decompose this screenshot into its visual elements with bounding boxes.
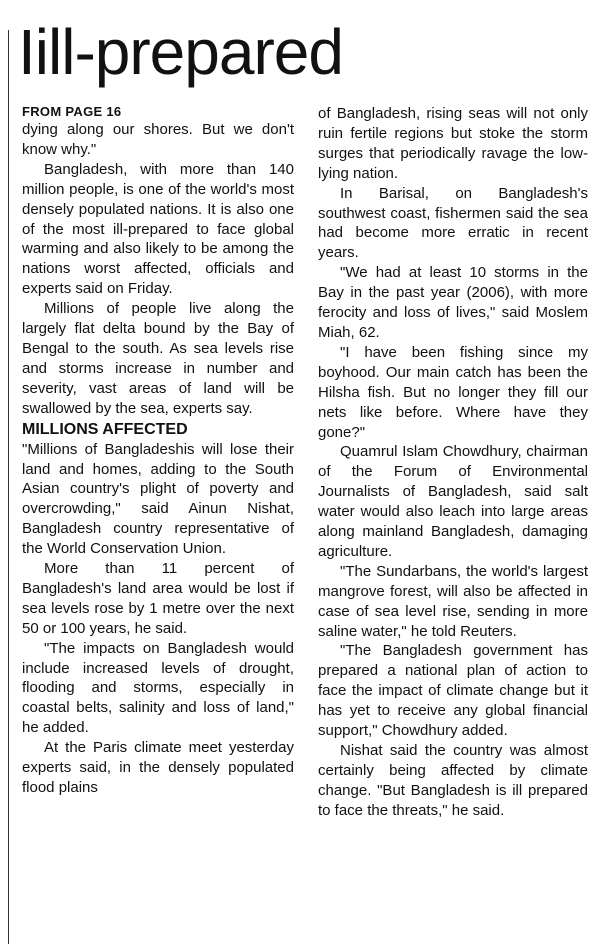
paragraph: Bangladesh, with more than 140 million people, is one of the world's most densely populated nations. It is also one of the most ill-prepared to face global warming and also likely to be among the nations worst affected, officials and experts said on Friday. <box>22 160 294 298</box>
headline: Iill-prepared <box>18 16 343 88</box>
article-column-right <box>318 104 588 821</box>
paragraph: "The Bangladesh government has prepared a national plan of action to face the impact of climate change but it has yet to receive any global financial support," Chowdhury added. <box>318 642 588 740</box>
paragraph: of Bangladesh, rising seas will not only ruin fertile regions but stoke the storm surges that periodically ravage the low-lying nation. <box>318 105 588 182</box>
subhead: MILLIONS AFFECTED <box>22 420 188 438</box>
paragraph: "Millions of Bangladeshis will lose their land and homes, adding to the South Asian country's plight of poverty and overcrowding," said Ainun Nishat, Bangladesh country representative of the World Conservation Union. <box>22 440 294 558</box>
paragraph: Nishat said the country was almost certainly being affected by climate change. "But Bangladesh is ill prepared to face the threats," he said. <box>318 742 588 819</box>
article-column-left <box>22 104 294 798</box>
paragraph: In Barisal, on Bangladesh's southwest coast, fishermen said the sea had become more erratic in recent years. <box>318 184 588 262</box>
paragraph: "I have been fishing since my boyhood. Our main catch has been the Hilsha fish. But no longer they fill our nets like before. Where have they gone?" <box>318 343 588 441</box>
paragraph: "We had at least 10 storms in the Bay in the past year (2006), with more ferocity and loss of lives," said Moslem Miah, 62. <box>318 264 588 341</box>
paragraph: Millions of people live along the largely flat delta bound by the Bay of Bengal to the south. As sea levels rise and storms increase in number and severity, vast areas of land will be swallowed by the sea, experts say. <box>22 300 294 417</box>
jump-line: FROM PAGE 16 <box>22 104 122 119</box>
column-rule <box>8 30 9 944</box>
paragraph: "The impacts on Bangladesh would include increased levels of drought, flooding and storms, especially in coastal belts, salinity and loss of land," he added. <box>22 639 294 737</box>
paragraph: dying along our shores. But we don't know why." <box>22 121 294 158</box>
paragraph: At the Paris climate meet yesterday experts said, in the densely populated flood plains <box>22 739 294 796</box>
paragraph: "The Sundarbans, the world's largest mangrove forest, will also be affected in case of sea level rise, sending in more saline water," he told Reuters. <box>318 562 588 640</box>
paragraph: More than 11 percent of Bangladesh's land area would be lost if sea levels rose by 1 metre over the next 50 or 100 years, he said. <box>22 560 294 637</box>
paragraph: Quamrul Islam Chowdhury, chairman of the Forum of Environmental Journalists of Bangladesh, said salt water would also leach into large areas along mainland Bangladesh, damaging agriculture. <box>318 443 588 560</box>
